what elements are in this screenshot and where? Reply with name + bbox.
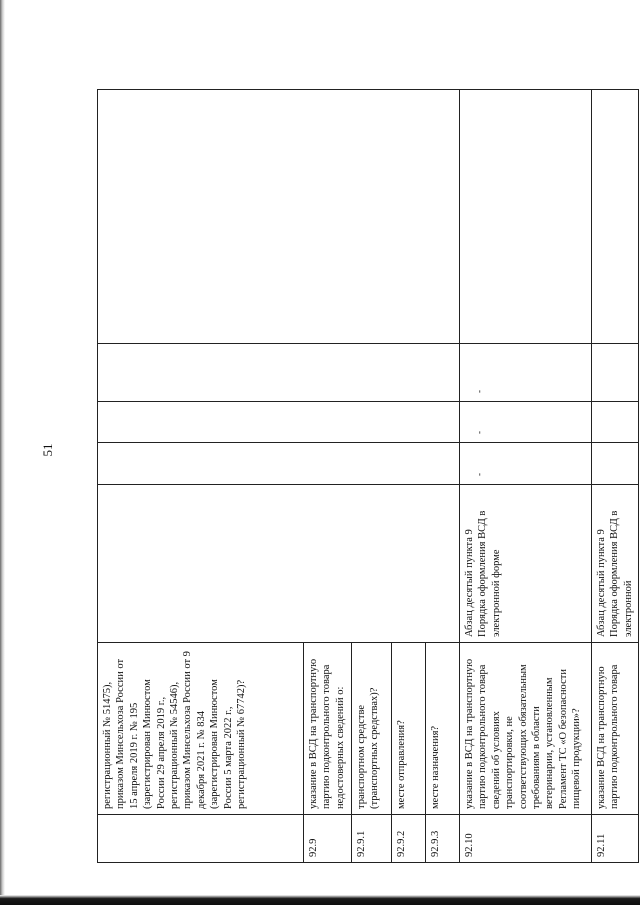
item-number-cell: 92.10 <box>460 815 592 863</box>
item-number-cell: 92.9.2 <box>392 815 426 863</box>
table-row <box>460 90 592 863</box>
scan-edge-bottom <box>0 895 640 905</box>
item-number-cell: 92.9.1 <box>352 815 392 863</box>
notes-cell <box>592 90 639 344</box>
checklist-table-wrapper <box>97 90 634 863</box>
question-cell: указание в ВСД на транспортную партию подконтрольного товара сведений об условиях транспортировки, не соответствующих обязательным требованиям в области ветеринарии, установленным Регламент ТС «О безопасности пищевой продукции»? <box>460 643 592 815</box>
item-number-cell: 92.11 <box>592 815 639 863</box>
answer-cell-b <box>460 402 592 443</box>
item-number-cell: 92.9.3 <box>426 815 460 863</box>
notes-cell <box>98 90 460 344</box>
notes-cell <box>460 90 592 344</box>
dash-mark: - <box>474 390 484 393</box>
answer-cell-c <box>592 344 639 402</box>
reference-cell <box>98 485 460 643</box>
question-cell: указание в ВСД на транспортную партию подконтрольного товара недостоверных сведений о: <box>304 643 352 815</box>
item-number-cell <box>98 815 304 863</box>
answer-cell-c <box>460 344 592 402</box>
question-cell: регистрационный № 51475), приказом Минсельхоза России от 15 апреля 2019 г. № 195 (зарегистрирован Минюстом России 29 апреля 2019 г., регистрационный № 54546), приказом Минсельхоза России от 9 декабря 2021 г. № 834 (зарегистрирован Минюстом России 5 марта 2022 г., регистрационный № 67742)? <box>98 643 304 815</box>
question-cell: указание ВСД на транспортную партию подконтрольного товара <box>592 643 639 815</box>
reference-cell: Абзац десятый пункта 9 Порядка оформления ВСД в электронной форме <box>460 485 592 643</box>
answer-cell-b <box>592 402 639 443</box>
question-cell: транспортном средстве (транспортных средствах)? <box>352 643 392 815</box>
answer-cell-b <box>98 402 460 443</box>
question-cell: месте назначения? <box>426 643 460 815</box>
answer-cell-a <box>98 443 460 485</box>
answer-cell-a <box>592 443 639 485</box>
dash-mark: - <box>474 473 484 476</box>
table-row <box>98 90 304 863</box>
page-number: 51 <box>40 443 55 457</box>
answer-cell-a <box>460 443 592 485</box>
reference-cell: Абзац десятый пункта 9 Порядка оформления ВСД в электронной <box>592 485 639 643</box>
table-row <box>592 90 639 863</box>
scan-edge-left <box>0 0 5 905</box>
rotated-table-container <box>97 90 634 863</box>
checklist-table <box>97 89 639 863</box>
dash-mark: - <box>474 431 484 434</box>
answer-cell-c <box>98 344 460 402</box>
question-cell: месте отправления? <box>392 643 426 815</box>
item-number-cell: 92.9 <box>304 815 352 863</box>
